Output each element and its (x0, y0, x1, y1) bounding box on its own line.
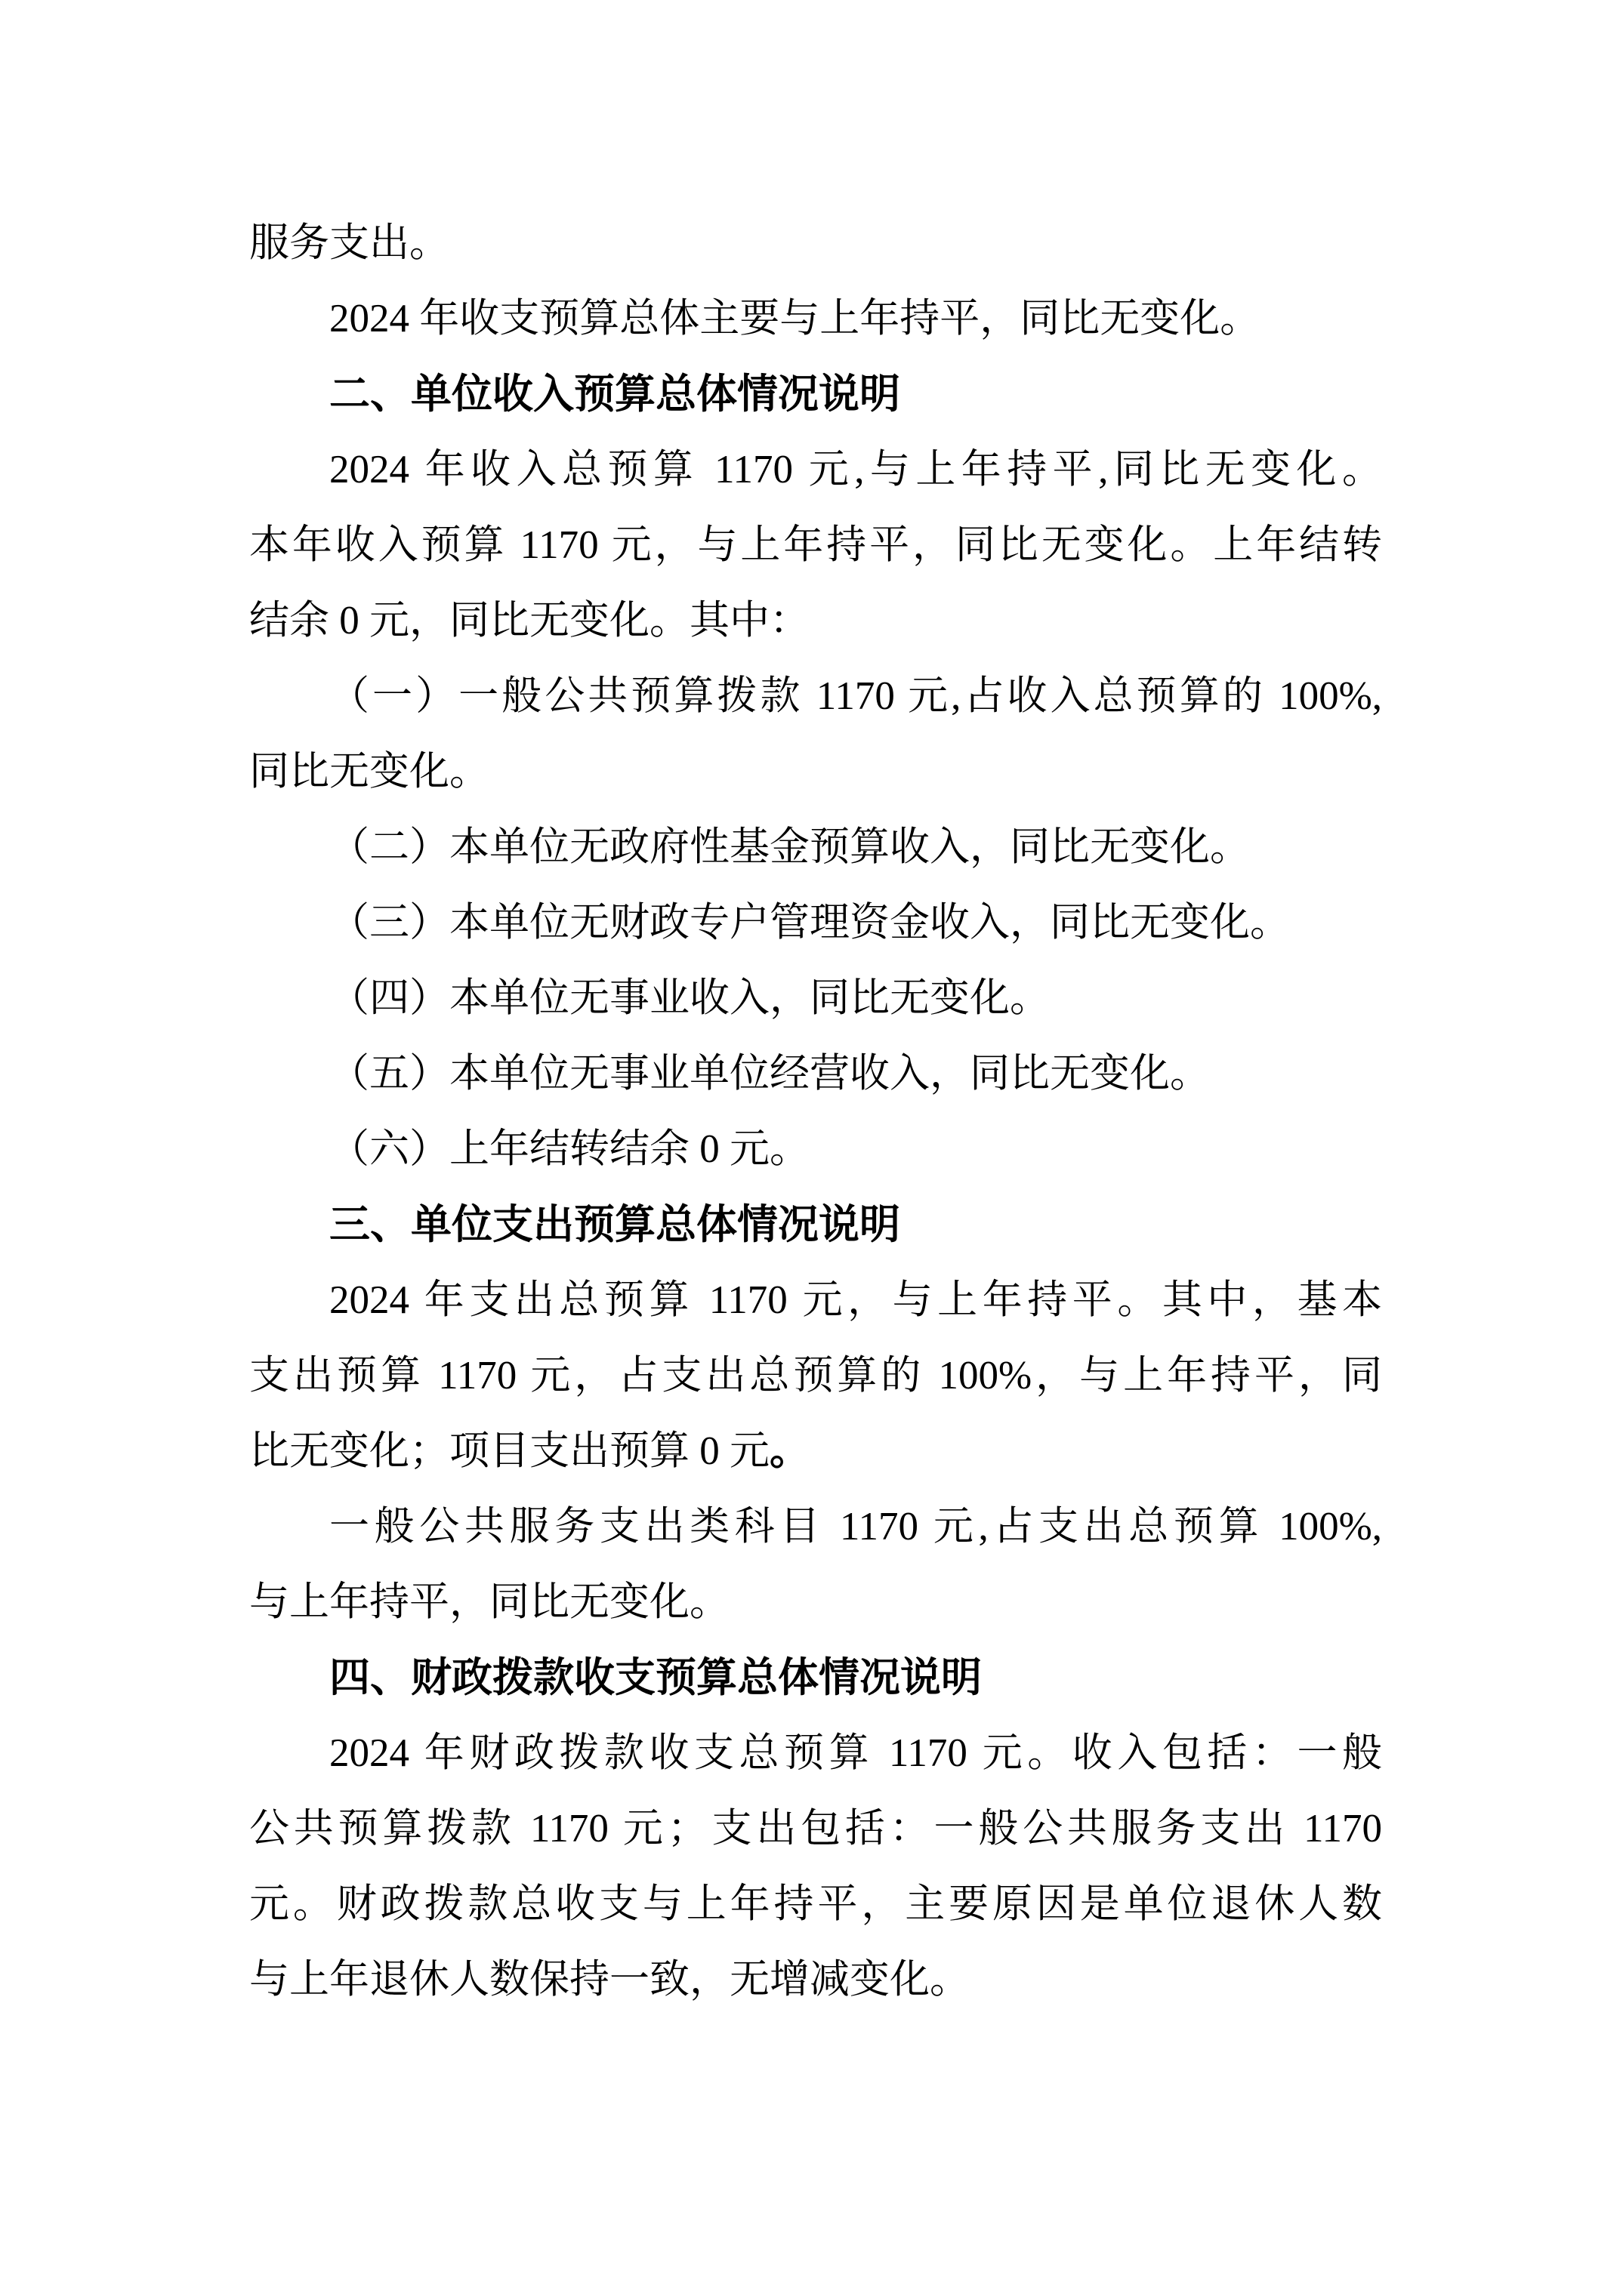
text-line: （五）本单位无事业单位经营收入，同比无变化。 (329, 1052, 1210, 1096)
text-line: 2024 年财政拨款收支总预算 1170 元。收入包括：一般 (329, 1731, 1382, 1775)
text-line: （四）本单位无事业收入，同比无变化。 (329, 976, 1050, 1020)
text-line: 一般公共服务支出类科目 1170 元,占支出总预算 100%, (329, 1505, 1382, 1549)
text-line: （一）一般公共预算拨款 1170 元,占收入总预算的 100%, (329, 674, 1382, 718)
text-line: （三）本单位无财政专户管理资金收入，同比无变化。 (329, 901, 1290, 945)
text-line-segment: 比无变化；项目支出预算 0 元 (249, 1429, 770, 1473)
text-line: 与上年退休人数保持一致，无增减变化。 (249, 1958, 970, 2002)
text-line: 2024 年支出总预算 1170 元，与上年持平。其中，基本 (329, 1278, 1382, 1322)
section-heading: 四、财政拨款收支预算总体情况说明 (329, 1655, 982, 1700)
section-heading: 二、单位收入预算总体情况说明 (329, 371, 900, 417)
text-line: 公共预算拨款 1170 元；支出包括：一般公共服务支出 1170 (249, 1807, 1382, 1851)
text-line: 同比无变化。 (249, 750, 489, 794)
text-line: 元。财政拨款总收支与上年持平，主要原因是单位退休人数 (249, 1882, 1382, 1926)
text-line: 服务支出。 (249, 221, 449, 265)
bold-period-mark: 。 (770, 1429, 810, 1473)
section-heading: 三、单位支出预算总体情况说明 (329, 1202, 900, 1247)
text-line: 本年收入预算 1170 元，与上年持平，同比无变化。上年结转 (249, 523, 1382, 567)
text-line: （六）上年结转结余 0 元。 (329, 1127, 810, 1171)
text-line: （二）本单位无政府性基金预算收入，同比无变化。 (329, 825, 1250, 869)
text-line: 与上年持平，同比无变化。 (249, 1580, 730, 1624)
text-line: 2024 年收支预算总体主要与上年持平，同比无变化。 (329, 297, 1260, 341)
document-body (249, 205, 1382, 2017)
text-line: 2024 年收入总预算 1170 元,与上年持平,同比无变化。 (329, 448, 1382, 492)
text-line: 结余 0 元，同比无变化。其中： (249, 599, 810, 643)
text-line (249, 1413, 1382, 1489)
text-line: 支出预算 1170 元，占支出总预算的 100%，与上年持平，同 (249, 1354, 1382, 1398)
